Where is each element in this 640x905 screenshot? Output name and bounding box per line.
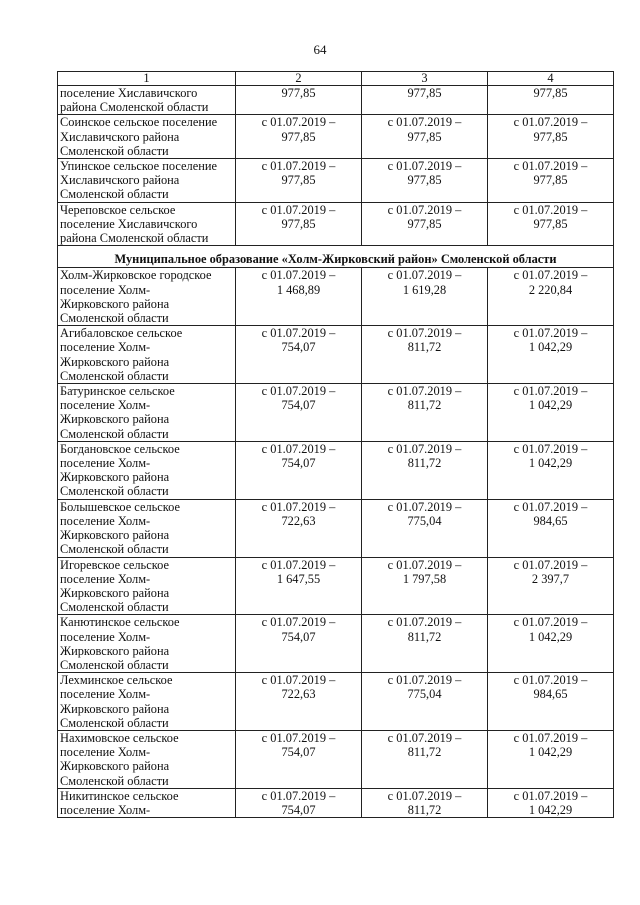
table-row xyxy=(58,268,614,326)
value-cell-col4 xyxy=(488,86,614,115)
cell-line: поселение Холм- xyxy=(60,802,151,817)
cell-line: Смоленской области xyxy=(60,426,169,441)
cell-line: с 01.07.2019 – xyxy=(387,326,462,341)
cell-line: с 01.07.2019 – xyxy=(513,499,588,514)
table-header-row xyxy=(58,72,614,86)
settlement-name-cell xyxy=(58,730,236,788)
cell-line: Смоленской области xyxy=(60,484,169,499)
cell-line: 1 042,29 xyxy=(528,629,573,644)
cell-line: с 01.07.2019 – xyxy=(513,115,588,130)
cell-line: с 01.07.2019 – xyxy=(513,326,588,341)
cell-line: с 01.07.2019 – xyxy=(261,115,336,130)
value-cell-col2 xyxy=(236,268,362,326)
cell-line: поселение Холм- xyxy=(60,513,151,528)
cell-line: с 01.07.2019 – xyxy=(261,673,336,688)
cell-line: Жирковского района xyxy=(60,585,170,600)
settlement-name-cell xyxy=(58,268,236,326)
column-header-4: 4 xyxy=(488,72,614,86)
cell-line: Нахимовское сельское xyxy=(60,730,179,745)
cell-line: с 01.07.2019 – xyxy=(513,730,588,745)
table-row xyxy=(58,441,614,499)
settlement-name-cell xyxy=(58,384,236,442)
cell-line: Жирковского района xyxy=(60,701,170,716)
cell-line: с 01.07.2019 – xyxy=(513,673,588,688)
value-cell-col2 xyxy=(236,86,362,115)
value-cell-col2 xyxy=(236,384,362,442)
cell-line: Смоленской области xyxy=(60,657,169,672)
value-cell-col2 xyxy=(236,499,362,557)
cell-line: с 01.07.2019 – xyxy=(513,384,588,399)
table-row xyxy=(58,115,614,159)
cell-line: 1 042,29 xyxy=(528,398,573,413)
table-row xyxy=(58,384,614,442)
cell-line: 977,85 xyxy=(533,216,568,231)
cell-line: 811,72 xyxy=(407,802,442,817)
cell-line: с 01.07.2019 – xyxy=(261,730,336,745)
cell-line: поселение Холм- xyxy=(60,571,151,586)
table-row xyxy=(58,615,614,673)
cell-line: 977,85 xyxy=(533,86,568,100)
value-cell-col4 xyxy=(488,115,614,159)
cell-line: с 01.07.2019 – xyxy=(387,557,462,572)
cell-line: Смоленской области xyxy=(60,368,169,383)
cell-line: 977,85 xyxy=(533,129,568,144)
cell-line: 984,65 xyxy=(533,687,568,702)
cell-line: 754,07 xyxy=(281,456,316,471)
cell-line: с 01.07.2019 – xyxy=(513,788,588,803)
cell-line: с 01.07.2019 – xyxy=(261,384,336,399)
value-cell-col3 xyxy=(362,788,488,817)
cell-line: с 01.07.2019 – xyxy=(513,441,588,456)
value-cell-col3 xyxy=(362,384,488,442)
cell-line: с 01.07.2019 – xyxy=(261,326,336,341)
cell-line: с 01.07.2019 – xyxy=(387,268,462,283)
value-cell-col3 xyxy=(362,202,488,246)
table-row xyxy=(58,499,614,557)
value-cell-col2 xyxy=(236,730,362,788)
table-row xyxy=(58,202,614,246)
cell-line: поселение Холм- xyxy=(60,282,151,297)
cell-line: с 01.07.2019 – xyxy=(261,788,336,803)
cell-line: с 01.07.2019 – xyxy=(261,202,336,217)
value-cell-col4 xyxy=(488,788,614,817)
cell-line: 1 797,58 xyxy=(402,571,447,586)
cell-line: Череповское сельское xyxy=(60,202,176,217)
cell-line: с 01.07.2019 – xyxy=(387,384,462,399)
cell-line: 754,07 xyxy=(281,629,316,644)
cell-line: Игоревское сельское xyxy=(60,557,169,572)
cell-line: 977,85 xyxy=(407,216,442,231)
cell-line: Жирковского района xyxy=(60,643,170,658)
value-cell-col4 xyxy=(488,202,614,246)
cell-line: Смоленской области xyxy=(60,187,169,202)
cell-line: 977,85 xyxy=(281,86,316,100)
cell-line: района Смоленской области xyxy=(60,100,209,115)
value-cell-col4 xyxy=(488,673,614,731)
table-row xyxy=(58,730,614,788)
value-cell-col3 xyxy=(362,615,488,673)
cell-line: Богдановское сельское xyxy=(60,441,180,456)
column-header-3: 3 xyxy=(362,72,488,86)
cell-line: Жирковского района xyxy=(60,759,170,774)
cell-line: 1 042,29 xyxy=(528,340,573,355)
value-cell-col2 xyxy=(236,615,362,673)
cell-line: Смоленской области xyxy=(60,600,169,615)
cell-line: 722,63 xyxy=(281,687,316,702)
cell-line: Смоленской области xyxy=(60,542,169,557)
cell-line: 775,04 xyxy=(407,513,442,528)
settlement-name-cell xyxy=(58,499,236,557)
value-cell-col3 xyxy=(362,86,488,115)
cell-line: Смоленской области xyxy=(60,715,169,730)
column-header-2: 2 xyxy=(236,72,362,86)
settlement-name-cell xyxy=(58,159,236,203)
cell-line: 811,72 xyxy=(407,340,442,355)
value-cell-col2 xyxy=(236,673,362,731)
value-cell-col4 xyxy=(488,730,614,788)
cell-line: Смоленской области xyxy=(60,773,169,788)
cell-line: 2 220,84 xyxy=(528,282,573,297)
cell-line: 1 042,29 xyxy=(528,456,573,471)
settlement-name-cell xyxy=(58,788,236,817)
cell-line: 754,07 xyxy=(281,340,316,355)
value-cell-col2 xyxy=(236,326,362,384)
cell-line: 1 042,29 xyxy=(528,745,573,760)
value-cell-col2 xyxy=(236,202,362,246)
value-cell-col4 xyxy=(488,268,614,326)
settlement-name-cell xyxy=(58,326,236,384)
cell-line: 977,85 xyxy=(407,86,442,100)
cell-line: Смоленской области xyxy=(60,311,169,326)
cell-line: 811,72 xyxy=(407,456,442,471)
cell-line: 775,04 xyxy=(407,687,442,702)
value-cell-col3 xyxy=(362,557,488,615)
cell-line: 977,85 xyxy=(407,129,442,144)
cell-line: 977,85 xyxy=(281,173,316,188)
cell-line: поселение Холм- xyxy=(60,340,151,355)
cell-line: Жирковского района xyxy=(60,528,170,543)
value-cell-col2 xyxy=(236,441,362,499)
table-row xyxy=(58,557,614,615)
column-header-1: 1 xyxy=(58,72,236,86)
value-cell-col4 xyxy=(488,384,614,442)
value-cell-col3 xyxy=(362,673,488,731)
cell-line: 722,63 xyxy=(281,513,316,528)
cell-line: поселение Холм- xyxy=(60,398,151,413)
cell-line: Соинское сельское поселение xyxy=(60,115,218,130)
cell-line: 977,85 xyxy=(533,173,568,188)
cell-line: с 01.07.2019 – xyxy=(387,673,462,688)
cell-line: с 01.07.2019 – xyxy=(261,159,336,174)
value-cell-col4 xyxy=(488,615,614,673)
cell-line: Агибаловское сельское xyxy=(60,326,183,341)
value-cell-col4 xyxy=(488,441,614,499)
cell-line: с 01.07.2019 – xyxy=(261,557,336,572)
page-number: 64 xyxy=(313,42,327,57)
value-cell-col2 xyxy=(236,557,362,615)
table-row xyxy=(58,159,614,203)
cell-line: с 01.07.2019 – xyxy=(513,268,588,283)
table-row xyxy=(58,326,614,384)
cell-line: с 01.07.2019 – xyxy=(387,788,462,803)
settlement-name-cell xyxy=(58,86,236,115)
cell-line: 977,85 xyxy=(281,129,316,144)
cell-line: поселение Холм- xyxy=(60,687,151,702)
value-cell-col3 xyxy=(362,441,488,499)
cell-line: района Смоленской области xyxy=(60,231,209,246)
cell-line: Холм-Жирковское городское xyxy=(60,268,212,283)
cell-line: 811,72 xyxy=(407,745,442,760)
tariff-table xyxy=(57,71,614,818)
cell-line: Жирковского района xyxy=(60,296,170,311)
cell-line: Жирковского района xyxy=(60,470,170,485)
cell-line: с 01.07.2019 – xyxy=(261,615,336,630)
value-cell-col2 xyxy=(236,115,362,159)
value-cell-col2 xyxy=(236,788,362,817)
cell-line: 977,85 xyxy=(281,216,316,231)
cell-line: 1 468,89 xyxy=(276,282,321,297)
cell-line: с 01.07.2019 – xyxy=(513,615,588,630)
cell-line: Лехминское сельское xyxy=(60,673,173,688)
value-cell-col3 xyxy=(362,326,488,384)
value-cell-col4 xyxy=(488,326,614,384)
cell-line: Жирковского района xyxy=(60,412,170,427)
table-row xyxy=(58,788,614,817)
cell-line: Жирковского района xyxy=(60,354,170,369)
cell-line: 811,72 xyxy=(407,629,442,644)
cell-line: с 01.07.2019 – xyxy=(513,557,588,572)
cell-line: Канютинское сельское xyxy=(60,615,180,630)
table-row xyxy=(58,673,614,731)
cell-line: с 01.07.2019 – xyxy=(513,202,588,217)
value-cell-col3 xyxy=(362,730,488,788)
cell-line: 1 042,29 xyxy=(528,802,573,817)
cell-line: с 01.07.2019 – xyxy=(387,115,462,130)
table-row xyxy=(58,86,614,115)
cell-line: 1 619,28 xyxy=(402,282,447,297)
value-cell-col3 xyxy=(362,268,488,326)
value-cell-col3 xyxy=(362,499,488,557)
value-cell-col4 xyxy=(488,557,614,615)
cell-line: поселение Хиславичского xyxy=(60,216,198,231)
settlement-name-cell xyxy=(58,673,236,731)
cell-line: поселение Холм- xyxy=(60,745,151,760)
cell-line: с 01.07.2019 – xyxy=(261,499,336,514)
cell-line: Смоленской области xyxy=(60,143,169,158)
cell-line: 811,72 xyxy=(407,398,442,413)
cell-line: 2 397,7 xyxy=(531,571,570,586)
cell-line: с 01.07.2019 – xyxy=(387,202,462,217)
cell-line: 984,65 xyxy=(533,513,568,528)
cell-line: поселение Холм- xyxy=(60,629,151,644)
settlement-name-cell xyxy=(58,202,236,246)
cell-line: с 01.07.2019 – xyxy=(387,441,462,456)
value-cell-col3 xyxy=(362,115,488,159)
settlement-name-cell xyxy=(58,557,236,615)
cell-line: Батуринское сельское xyxy=(60,384,175,399)
cell-line: 977,85 xyxy=(407,173,442,188)
cell-line: с 01.07.2019 – xyxy=(387,730,462,745)
cell-line: Болышевское сельское xyxy=(60,499,181,514)
cell-line: с 01.07.2019 – xyxy=(387,615,462,630)
value-cell-col4 xyxy=(488,159,614,203)
cell-line: с 01.07.2019 – xyxy=(387,499,462,514)
cell-line: с 01.07.2019 – xyxy=(513,159,588,174)
settlement-name-cell xyxy=(58,441,236,499)
cell-line: с 01.07.2019 – xyxy=(387,159,462,174)
cell-line: поселение Холм- xyxy=(60,456,151,471)
table-body xyxy=(58,86,614,818)
cell-line: Хиславичского района xyxy=(60,129,180,144)
value-cell-col3 xyxy=(362,159,488,203)
value-cell-col2 xyxy=(236,159,362,203)
value-cell-col4 xyxy=(488,499,614,557)
cell-line: Никитинское сельское xyxy=(60,788,179,803)
settlement-name-cell xyxy=(58,115,236,159)
cell-line: 1 647,55 xyxy=(276,571,321,586)
cell-line: поселение Хиславичского xyxy=(60,86,198,100)
cell-line: Хиславичского района xyxy=(60,173,180,188)
cell-line: с 01.07.2019 – xyxy=(261,268,336,283)
cell-line: с 01.07.2019 – xyxy=(261,441,336,456)
settlement-name-cell xyxy=(58,615,236,673)
section-heading: Муниципальное образование «Холм-Жирковский район» Смоленской области xyxy=(58,246,614,268)
section-heading-row xyxy=(58,246,614,268)
cell-line: 754,07 xyxy=(281,398,316,413)
cell-line: 754,07 xyxy=(281,802,316,817)
cell-line: 754,07 xyxy=(281,745,316,760)
cell-line: Упинское сельское поселение xyxy=(60,159,217,174)
